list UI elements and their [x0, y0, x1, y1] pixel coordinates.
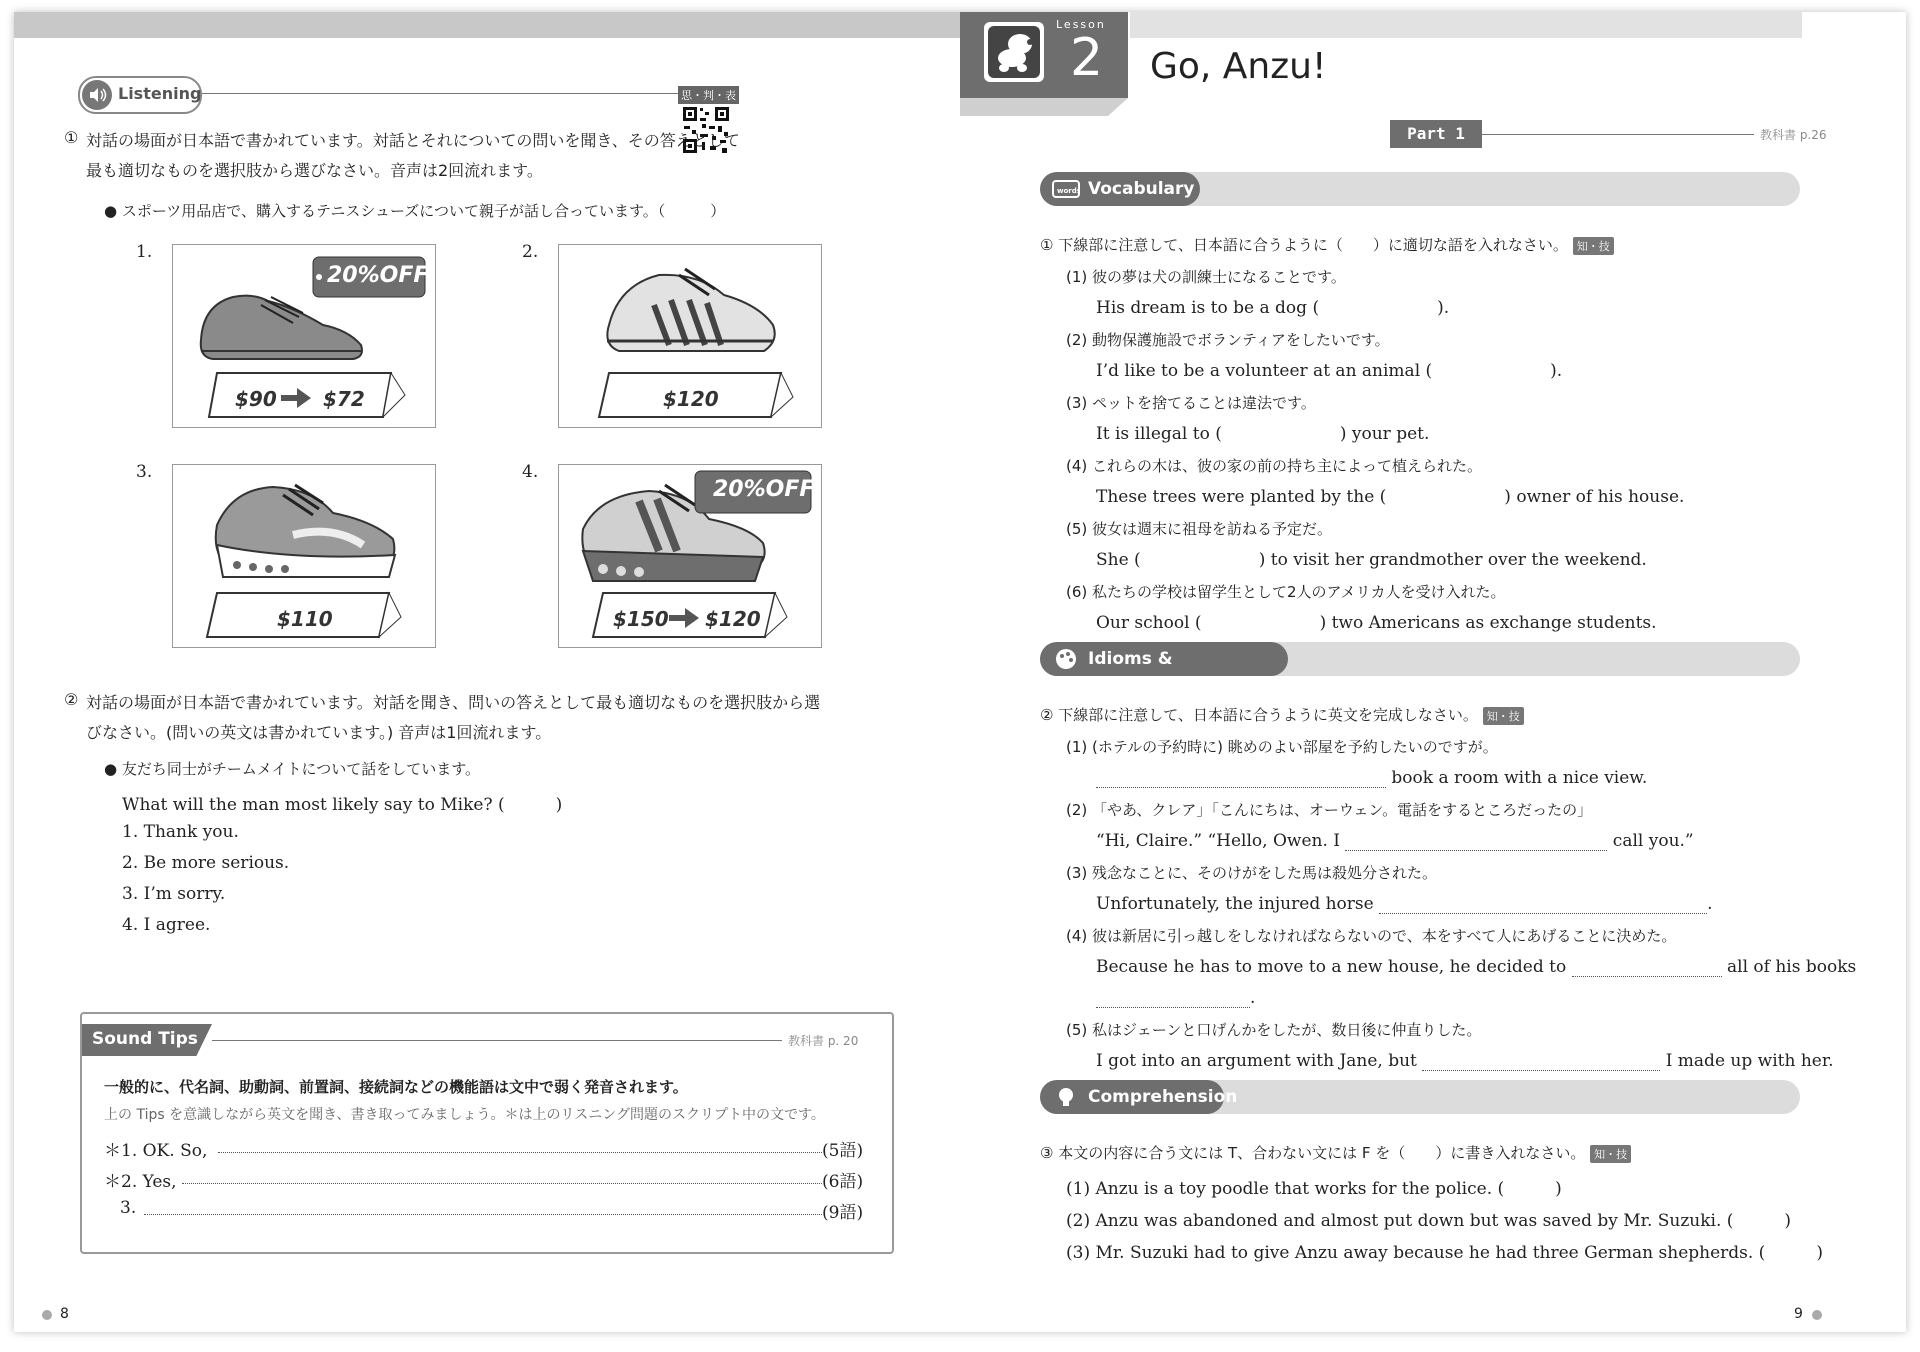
idioms-title: Idioms & Expressions — [1088, 649, 1203, 703]
idiom-jp: (3) 残念なことに、そのけがをした馬は殺処分された。 — [1066, 864, 1438, 882]
q1-instruction-1: 対話の場面が日本語で書かれています。対話とそれについての問いを聞き、その答えとして — [86, 131, 740, 150]
speaker-icon — [82, 80, 112, 110]
vocab-jp: (6) 私たちの学校は留学生として2人のアメリカ人を受け入れた。 — [1066, 583, 1506, 601]
sound-tips-rule: 一般的に、代名詞、助動詞、前置詞、接続詞などの機能語は文中で弱く発音されます。 — [104, 1078, 688, 1096]
sound-tips-box — [80, 1012, 894, 1254]
q2-choice: 4. I agree. — [122, 915, 211, 935]
q2-choice: 1. Thank you. — [122, 822, 239, 842]
word-count: (6語) — [822, 1172, 864, 1192]
vocabulary-title: Vocabulary — [1088, 179, 1195, 199]
comprehension-instruction — [1040, 1142, 1631, 1163]
answer-blank[interactable] — [1422, 1054, 1660, 1071]
vocab-en-b: ) owner of his house. — [1504, 487, 1685, 507]
textbook-ref: 教科書 p.26 — [1760, 128, 1827, 142]
idiom-en — [1096, 831, 1694, 851]
vocab-jp: (1) 彼の夢は犬の訓練士になることです。 — [1066, 268, 1346, 286]
answer-blank[interactable] — [1096, 991, 1250, 1008]
skill-tag: 知・技 — [1590, 1145, 1631, 1163]
vocab-instruction-text: ① 下線部に注意して、日本語に合うように（ ）に適切な語を入れなさい。 — [1040, 236, 1568, 254]
lesson-label: Lesson — [1056, 18, 1106, 31]
lesson-badge-shadow — [960, 98, 1128, 116]
dictation-label: ＊2. Yes, — [104, 1172, 177, 1192]
idiom-jp: (5) 私はジェーンと口げんかをしたが、数日後に仲直りした。 — [1066, 1021, 1482, 1039]
right-page — [960, 12, 1906, 1332]
answer-blank[interactable] — [1345, 834, 1607, 851]
answer-blank[interactable] — [1379, 897, 1707, 914]
divider — [202, 93, 700, 94]
page-dot — [42, 1310, 52, 1320]
lesson-badge — [960, 12, 1128, 98]
dog-icon — [984, 22, 1044, 82]
left-page — [14, 12, 960, 1332]
vocab-jp: (5) 彼女は週末に祖母を訪ねる予定だ。 — [1066, 520, 1333, 538]
idiom-en — [1096, 1051, 1834, 1071]
lightbulb-icon — [1052, 1086, 1080, 1108]
vocab-instruction — [1040, 234, 1614, 255]
idioms-header — [1040, 642, 1288, 703]
sound-tips-title: Sound Tips — [92, 1029, 198, 1049]
divider — [212, 1040, 782, 1041]
page-dot — [1812, 1310, 1822, 1320]
vocab-en — [1096, 298, 1449, 318]
idiom-en-a: Because he has to move to a new house, he decided to — [1096, 957, 1567, 977]
idioms-instruction-text: ② 下線部に注意して、日本語に合うように英文を完成しなさい。 — [1040, 706, 1478, 724]
vocab-en — [1096, 613, 1657, 633]
vocab-en-b: ). — [1550, 361, 1563, 381]
q2-choice: 3. I’m sorry. — [122, 884, 226, 904]
dictation-blank[interactable] — [182, 1167, 822, 1184]
idiom-en-b: call you.” — [1612, 831, 1694, 851]
dictation-blank[interactable] — [144, 1198, 822, 1215]
book-icon — [1052, 178, 1080, 200]
vocab-en-a: It is illegal to ( — [1096, 424, 1222, 444]
new-price: $120 — [705, 607, 761, 631]
answer-blank[interactable] — [1572, 960, 1722, 977]
option-number: 4. — [522, 462, 539, 482]
idiom-en-a: I got into an argument with Jane, but — [1096, 1051, 1417, 1071]
vocab-en-a: His dream is to be a dog ( — [1096, 298, 1320, 318]
price: $120 — [663, 387, 719, 411]
q2-choice: 2. Be more serious. — [122, 853, 290, 873]
page-number: 8 — [60, 1306, 69, 1322]
q1-instruction-2: 最も適切なものを選択肢から選びなさい。音声は2回流れます。 — [86, 161, 543, 180]
skill-tag: 知・技 — [1483, 707, 1524, 725]
textbook-ref: 教科書 p. 20 — [788, 1034, 859, 1048]
idiom-jp: (1) (ホテルの予約時に) 眺めのよい部屋を予約したいのですが。 — [1066, 738, 1498, 756]
vocabulary-header — [1040, 172, 1200, 206]
idioms-instruction — [1040, 704, 1524, 725]
word-count: (5語) — [822, 1141, 864, 1161]
answer-blank[interactable] — [1096, 771, 1386, 788]
top-bar — [14, 12, 960, 38]
option-number: 2. — [522, 242, 539, 262]
old-price: $90 — [235, 387, 277, 411]
vocab-en-a: These trees were planted by the ( — [1096, 487, 1387, 507]
listening-title: Listening — [118, 84, 202, 103]
comprehension-item: (3) Mr. Suzuki had to give Anzu away because he had three German shepherds. ( ) — [1066, 1243, 1823, 1263]
q1-number: ① — [64, 128, 79, 147]
q2-scene: ● 友だち同士がチームメイトについて話をしています。 — [104, 760, 481, 778]
idiom-en-a: “Hi, Claire.” “Hello, Owen. I — [1096, 831, 1340, 851]
comprehension-header — [1040, 1080, 1238, 1114]
q2-instruction-1: 対話の場面が日本語で書かれています。対話を聞き、問いの答えとして最も適切なものを選択肢から選 — [86, 693, 821, 712]
svg-text:words: words — [1057, 187, 1080, 195]
dictation-blank[interactable] — [218, 1136, 822, 1153]
option-number: 1. — [136, 242, 153, 262]
vocab-en-b: ). — [1437, 298, 1450, 318]
skill-tag: 思・判・表 — [678, 86, 739, 104]
top-bar — [1130, 12, 1802, 38]
q2-question: What will the man most likely say to Mike? ( ) — [122, 795, 563, 815]
sound-tips-instruction: 上の Tips を意識しながら英文を聞き、書き取ってみましょう。＊は上のリスニング問題のスクリプト中の文です。 — [104, 1107, 825, 1123]
dictation-label: ＊1. OK. So, — [104, 1141, 208, 1161]
idiom-en-a: Unfortunately, the injured horse — [1096, 894, 1374, 914]
dictation-label: 3. — [120, 1198, 137, 1218]
divider — [1482, 134, 1754, 135]
vocab-en-b: ) your pet. — [1339, 424, 1430, 444]
idiom-en-b: book a room with a nice view. — [1391, 768, 1648, 788]
comprehension-item: (1) Anzu is a toy poodle that works for the police. ( ) — [1066, 1179, 1562, 1199]
palette-icon — [1052, 648, 1080, 670]
vocab-jp: (3) ペットを捨てることは違法です。 — [1066, 394, 1316, 412]
textbook-spread — [14, 12, 1906, 1332]
vocab-en-b: ) two Americans as exchange students. — [1319, 613, 1657, 633]
option-3-image[interactable] — [172, 464, 436, 648]
listening-header — [78, 76, 202, 114]
idiom-en-b: I made up with her. — [1665, 1051, 1834, 1071]
option-1-image[interactable] — [172, 244, 436, 428]
vocab-en-b: ) to visit her grandmother over the weekend. — [1258, 550, 1647, 570]
part-label: Part 1 — [1390, 120, 1482, 148]
lesson-title: Go, Anzu! — [1150, 46, 1327, 87]
option-4-image[interactable] — [558, 464, 822, 648]
word-count: (9語) — [822, 1203, 864, 1223]
idiom-en-continued: . — [1096, 988, 1255, 1008]
vocab-en — [1096, 550, 1647, 570]
comprehension-instruction-text: ③ 本文の内容に合う文には T、合わない文には F を（ ）に書き入れなさい。 — [1040, 1144, 1586, 1162]
vocab-en-a: Our school ( — [1096, 613, 1202, 633]
idiom-en — [1096, 768, 1647, 788]
q2-number: ② — [64, 690, 79, 709]
comprehension-item: (2) Anzu was abandoned and almost put down but was saved by Mr. Suzuki. ( ) — [1066, 1211, 1792, 1231]
q1-scene: ● スポーツ用品店で、購入するテニスシューズについて親子が話し合っています。（ ） — [104, 202, 726, 220]
idiom-en — [1096, 894, 1713, 914]
vocab-jp: (4) これらの木は、彼の家の前の持ち主によって植えられた。 — [1066, 457, 1483, 475]
vocab-en-a: I’d like to be a volunteer at an animal ( — [1096, 361, 1433, 381]
discount-label: 20%OFF — [713, 477, 815, 502]
option-number: 3. — [136, 462, 153, 482]
comprehension-title: Comprehension — [1088, 1087, 1238, 1107]
idiom-jp: (4) 彼は新居に引っ越しをしなければならないので、本をすべて人にあげることに決めた。 — [1066, 927, 1677, 945]
q2-instruction-2: びなさい。(問いの英文は書かれています。) 音声は1回流れます。 — [86, 723, 552, 742]
idiom-jp: (2) 「やあ、クレア」「こんにちは、オーウェン。電話をするところだったの」 — [1066, 801, 1593, 819]
vocab-jp: (2) 動物保護施設でボランティアをしたいです。 — [1066, 331, 1390, 349]
discount-label: 20%OFF — [327, 263, 429, 288]
option-2-image[interactable] — [558, 244, 822, 428]
vocab-en — [1096, 487, 1684, 507]
old-price: $150 — [613, 607, 669, 631]
lesson-number: 2 — [1070, 28, 1104, 88]
idiom-en — [1096, 957, 1856, 977]
vocab-en — [1096, 361, 1562, 381]
price: $110 — [277, 607, 333, 631]
vocab-en — [1096, 424, 1429, 444]
idiom-en-b: . — [1707, 894, 1713, 914]
skill-tag: 知・技 — [1573, 237, 1614, 255]
page-number: 9 — [1794, 1306, 1803, 1322]
vocab-en-a: She ( — [1096, 550, 1141, 570]
idiom-en-b: all of his books — [1727, 957, 1857, 977]
new-price: $72 — [323, 387, 365, 411]
